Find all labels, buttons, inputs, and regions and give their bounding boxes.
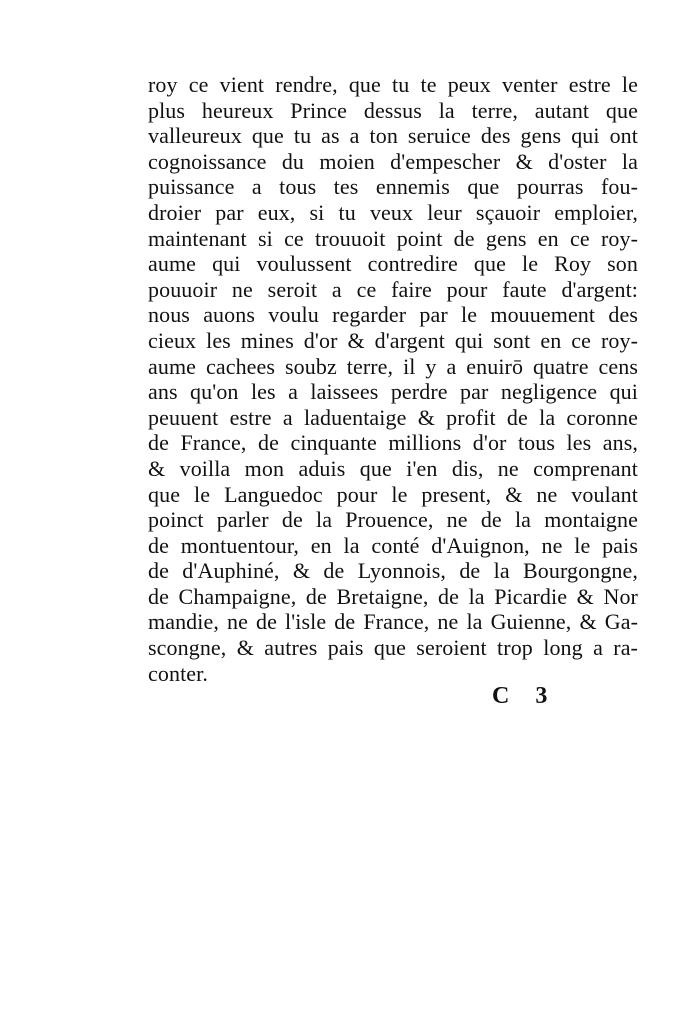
text-line: de d'Auphiné, & de Lyonnois, de la Bourgongne, xyxy=(148,558,638,584)
text-line: cognoissance du moien d'empescher & d'oster la xyxy=(148,148,638,174)
text-line: roy ce vient rendre, que tu te peux venter estre le xyxy=(148,72,638,97)
text-line: valleureux que tu as a ton seruice des gens qui ont xyxy=(148,123,638,149)
text-line: peuuent estre a laduentaige & profit de la coronne xyxy=(148,404,638,430)
signature-mark: C 3 xyxy=(492,683,558,709)
text-line: ans qu'on les a laissees perdre par negligence qui xyxy=(148,379,638,405)
text-line: de Champaigne, de Bretaigne, de la Picardie & Nor xyxy=(148,583,638,609)
text-line: maintenant si ce trouuoit point de gens en ce roy- xyxy=(148,225,638,251)
text-line: pouuoir ne seroit a ce faire pour faute d'argent: xyxy=(148,276,638,302)
text-line: que le Languedoc pour le present, & ne voulant xyxy=(148,481,638,507)
text-line: de France, de cinquante millions d'or tous les ans, xyxy=(148,430,638,456)
text-line: mandie, ne de l'isle de France, ne la Guienne, & Ga- xyxy=(148,609,638,635)
text-line: de montuentour, en la conté d'Auignon, ne le pais xyxy=(148,532,638,558)
body-text xyxy=(148,72,638,686)
text-line: cieux les mines d'or & d'argent qui sont en ce roy- xyxy=(148,327,638,353)
text-line: aume cachees soubz terre, il y a enuirō quatre cens xyxy=(148,353,638,379)
text-line: aume qui voulussent contredire que le Roy son xyxy=(148,251,638,277)
text-line: & voilla mon aduis que i'en dis, ne comprenant xyxy=(148,455,638,481)
text-line: poinct parler de la Prouence, ne de la montaigne xyxy=(148,507,638,533)
text-line: scongne, & autres pais que seroient trop long a ra- xyxy=(148,635,638,661)
text-line: conter. xyxy=(148,660,208,686)
text-line: droier par eux, si tu veux leur sçauoir emploier, xyxy=(148,199,638,225)
text-line: puissance a tous tes ennemis que pourras fou- xyxy=(148,174,638,200)
text-line: plus heureux Prince dessus la terre, autant que xyxy=(148,97,638,123)
text-line: nous auons voulu regarder par le mouuement des xyxy=(148,302,638,328)
